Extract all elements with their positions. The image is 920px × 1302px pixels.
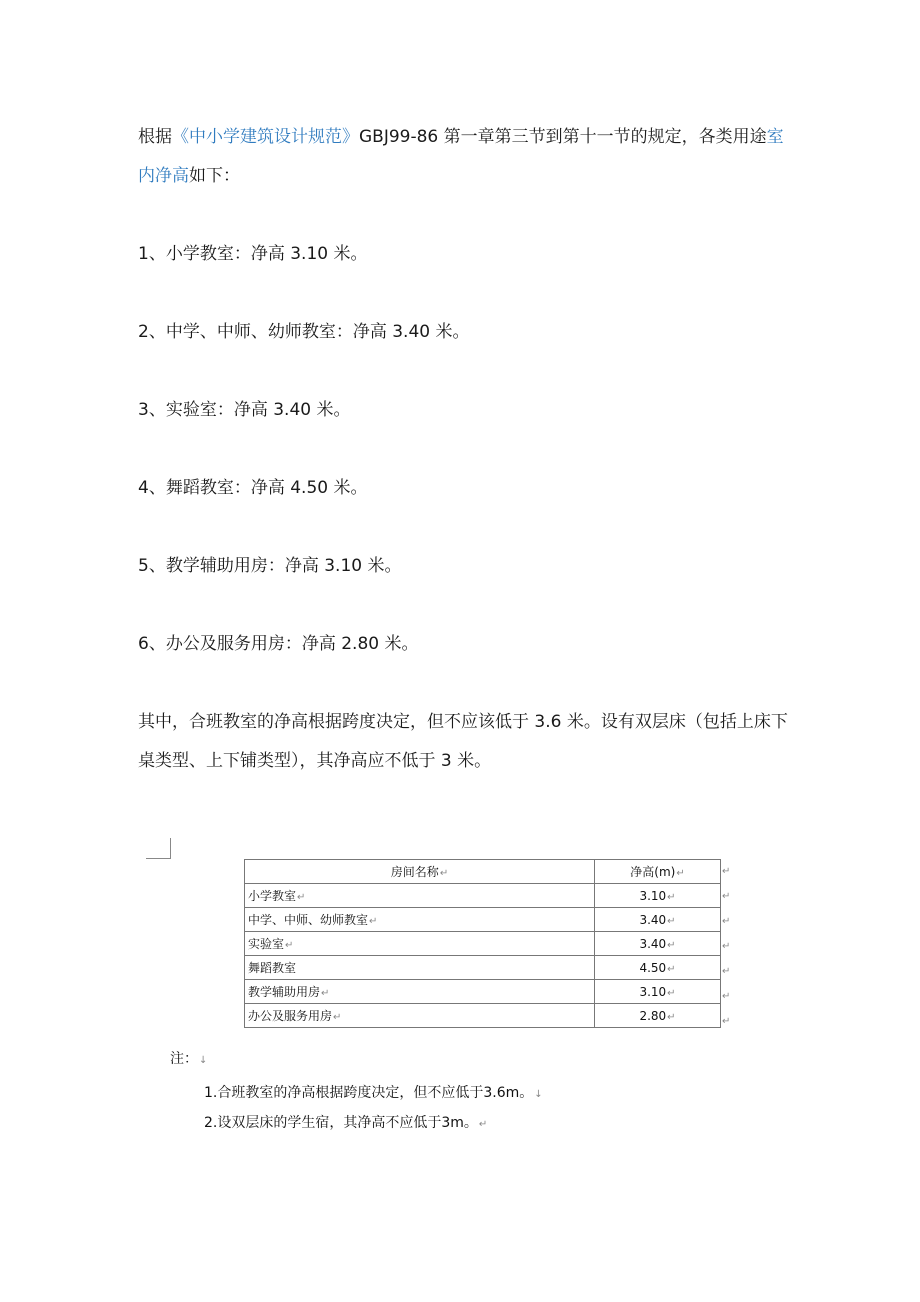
row-end-mark-icon: ↵ — [722, 916, 731, 927]
table-header-row — [245, 860, 721, 884]
intro-prefix: 根据 — [138, 127, 172, 147]
list-item: 6、办公及服务用房：净高 2.80 米。 — [138, 634, 419, 654]
table-row — [245, 908, 721, 932]
table-row — [245, 980, 721, 1004]
row-end-mark-icon: ↵ — [722, 891, 731, 902]
room-name-cell: 中学、中师、幼师教室↵ — [245, 908, 595, 932]
cell-mark-icon: ↵ — [321, 988, 330, 999]
height-cell: 2.80↵ — [595, 1004, 721, 1028]
cell-mark-icon: ↵ — [333, 1012, 342, 1023]
row-end-mark-icon: ↵ — [722, 966, 731, 977]
paragraph-mark-icon: ↵ — [478, 1119, 488, 1130]
table-row — [245, 1004, 721, 1028]
cell-mark-icon: ↵ — [667, 939, 676, 951]
room-name-cell: 小学教室↵ — [245, 884, 595, 908]
header-room-name: 房间名称↵ — [245, 860, 595, 884]
height-cell: 4.50↵ — [595, 956, 721, 980]
cell-mark-icon: ↵ — [369, 916, 378, 927]
cell-mark-icon: ↵ — [667, 891, 676, 903]
table-row — [245, 884, 721, 908]
text-boundary-mark — [146, 838, 171, 859]
list-item: 2、中学、中师、幼师教室：净高 3.40 米。 — [138, 322, 470, 342]
room-name-cell: 实验室↵ — [245, 932, 595, 956]
list-item: 1、小学教室：净高 3.10 米。 — [138, 244, 368, 264]
line-break-mark-icon: ↓ — [199, 1055, 208, 1066]
cell-mark-icon: ↵ — [667, 987, 676, 999]
row-end-mark-icon: ↵ — [722, 1016, 731, 1027]
list-item: 5、教学辅助用房：净高 3.10 米。 — [138, 556, 402, 576]
cell-mark-icon: ↵ — [439, 868, 449, 879]
height-spec-table — [244, 859, 721, 1028]
cell-mark-icon: ↵ — [667, 1011, 676, 1023]
table-row — [245, 956, 721, 980]
room-name-cell: 舞蹈教室 — [245, 956, 595, 980]
cell-mark-icon: ↵ — [667, 963, 676, 975]
cell-mark-icon: ↵ — [297, 892, 306, 903]
height-cell: 3.10↵ — [595, 884, 721, 908]
indoor-height-link[interactable]: 室内净高 — [138, 127, 784, 186]
intro-paragraph — [138, 118, 788, 196]
closing-paragraph: 其中，合班教室的净高根据跨度决定，但不应该低于 3.6 米。设有双层床（包括上床下桌类型、上下铺类型），其净高应不低于 3 米。 — [138, 712, 788, 771]
height-cell: 3.40↵ — [595, 908, 721, 932]
row-end-mark-icon: ↵ — [722, 941, 731, 952]
document-body — [138, 118, 788, 781]
cell-mark-icon: ↵ — [667, 915, 676, 927]
room-name-cell: 办公及服务用房↵ — [245, 1004, 595, 1028]
row-end-mark-icon: ↵ — [722, 991, 731, 1002]
table-row — [245, 932, 721, 956]
note-line: 1.合班教室的净高根据跨度决定，但不应低于3.6m。↓ — [204, 1085, 543, 1101]
row-end-mark-icon: ↵ — [722, 866, 731, 877]
line-break-mark-icon: ↓ — [534, 1089, 543, 1100]
design-code-link[interactable]: 《中小学建筑设计规范》 — [172, 127, 359, 147]
note-line: 2.设双层床的学生宿，其净高不应低于3m。↵ — [204, 1115, 488, 1131]
room-name-cell: 教学辅助用房↵ — [245, 980, 595, 1004]
cell-mark-icon: ↵ — [676, 868, 685, 879]
height-cell: 3.40↵ — [595, 932, 721, 956]
cell-mark-icon: ↵ — [285, 940, 294, 951]
intro-middle: GBJ99-86 第一章第三节到第十一节的规定，各类用途 — [359, 127, 767, 147]
height-cell: 3.10↵ — [595, 980, 721, 1004]
header-height: 净高(m)↵ — [595, 860, 721, 884]
list-item: 4、舞蹈教室：净高 4.50 米。 — [138, 478, 368, 498]
intro-suffix: 如下： — [189, 166, 240, 186]
list-item: 3、实验室：净高 3.40 米。 — [138, 400, 351, 420]
notes-title: 注：↓ — [170, 1051, 208, 1067]
